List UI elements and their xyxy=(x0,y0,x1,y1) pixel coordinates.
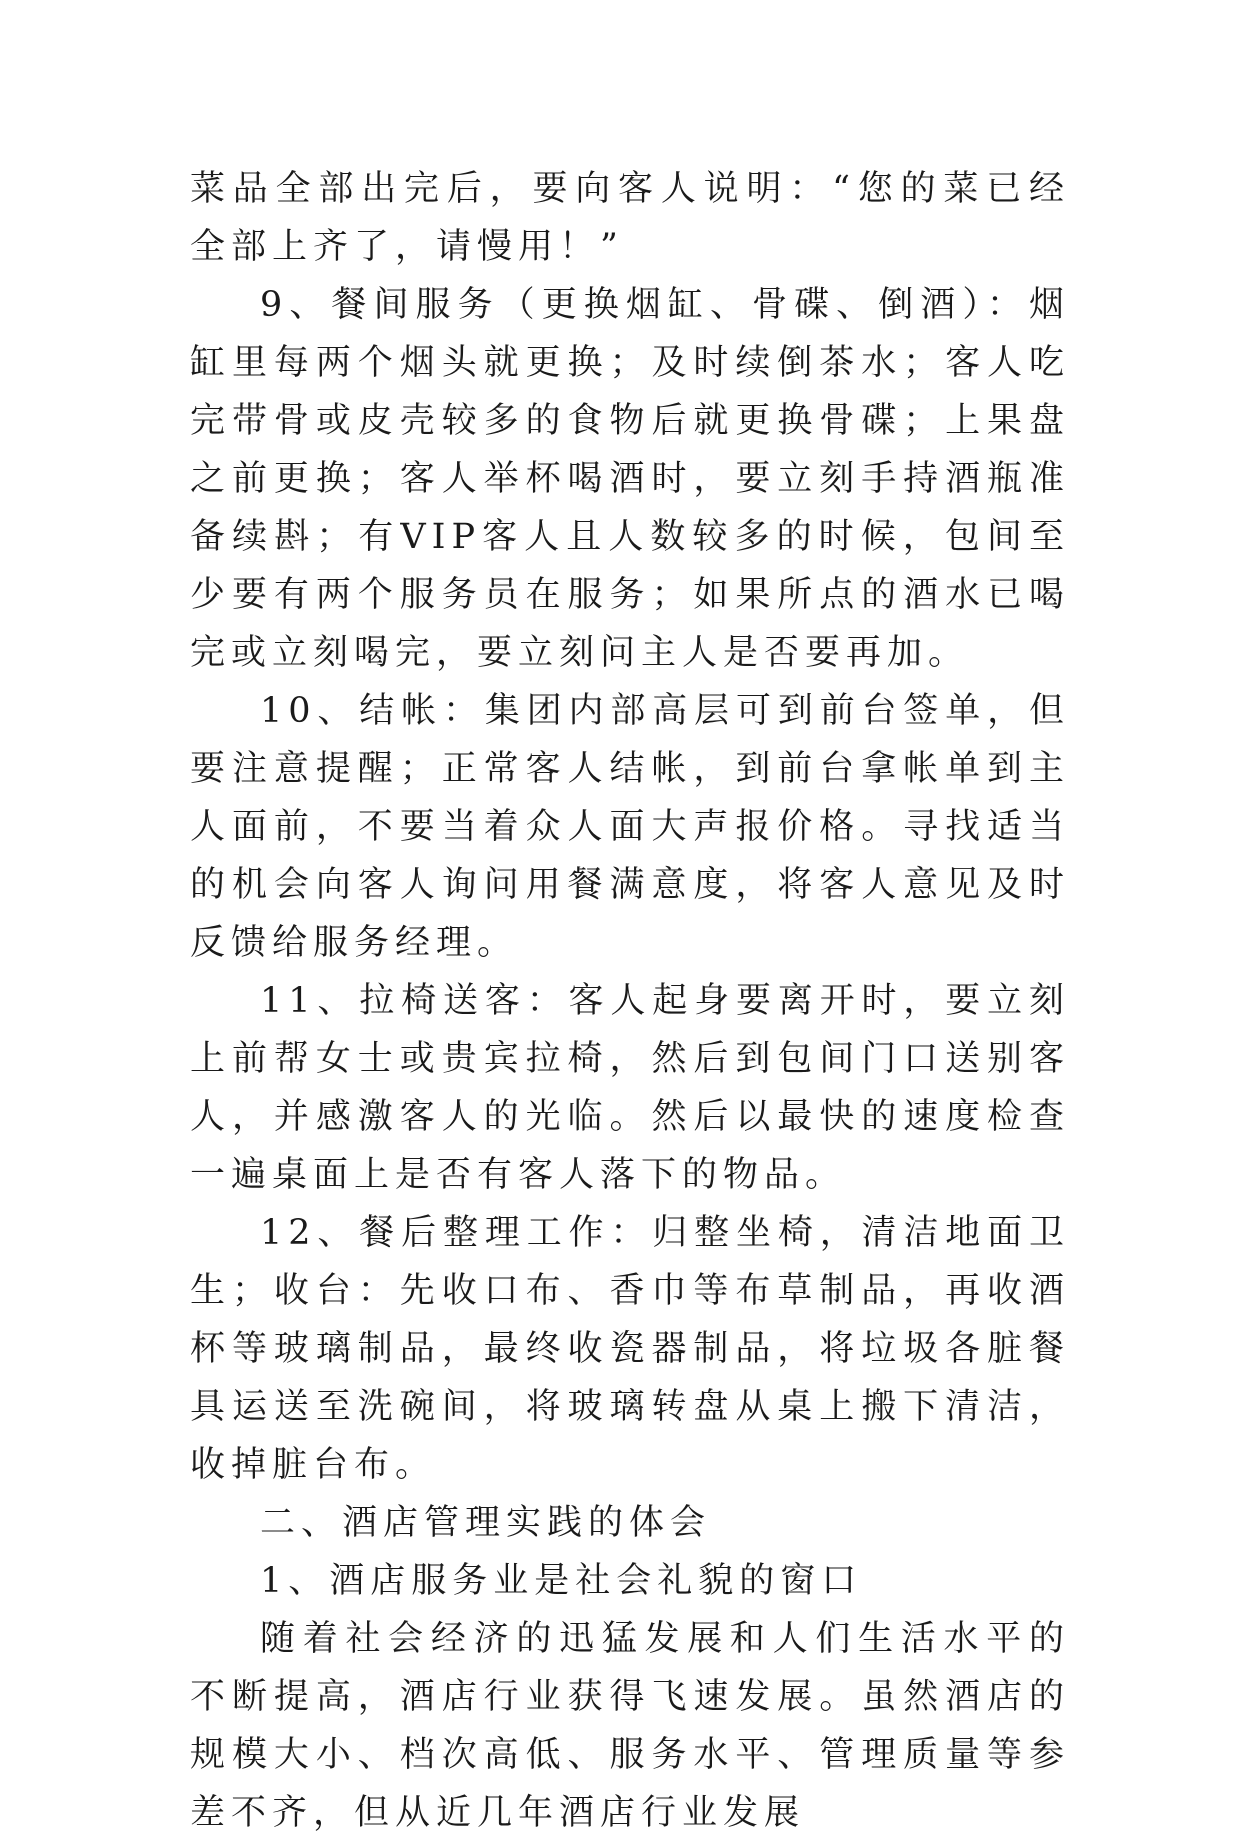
paragraph-item-11: 11、拉椅送客：客人起身要离开时，要立刻上前帮女士或贵宾拉椅，然后到包间门口送别客人，并感激客人的光临。然后以最快的速度检查一遍桌面上是否有客人落下的物品。 xyxy=(190,981,1070,1195)
paragraph-item-10: 10、结帐：集团内部高层可到前台签单，但要注意提醒；正常客人结帐，到前台拿帐单到主人面前，不要当着众人面大声报价格。寻找适当的机会向客人询问用餐满意度，将客人意见及时反馈给服务经理。 xyxy=(190,691,1070,963)
paragraph-continuation: 菜品全部出完后，要向客人说明：“您的菜已经全部上齐了，请慢用！” xyxy=(190,169,1070,267)
body-text xyxy=(190,160,1070,1842)
section-heading: 二、酒店管理实践的体会 xyxy=(260,1503,712,1543)
paragraph-item-9: 9、餐间服务（更换烟缸、骨碟、倒酒）：烟缸里每两个烟头就更换；及时续倒茶水；客人吃完带骨或皮壳较多的食物后就更换骨碟；上果盘之前更换；客人举杯喝酒时，要立刻手持酒瓶准备续斟；有VIP客人且人数较多的时候，包间至少要有两个服务员在服务；如果所点的酒水已喝完或立刻喝完，要立刻问主人是否要再加。 xyxy=(190,285,1070,673)
paragraph-body: 随着社会经济的迅猛发展和人们生活水平的不断提高，酒店行业获得飞速发展。虽然酒店的规模大小、档次高低、服务水平、管理质量等参差不齐，但从近几年酒店行业发展 xyxy=(190,1619,1070,1833)
subsection-heading: 1、酒店服务业是社会礼貌的窗口 xyxy=(260,1561,863,1601)
paragraph-item-12: 12、餐后整理工作：归整坐椅，清洁地面卫生；收台：先收口布、香巾等布草制品，再收酒杯等玻璃制品，最终收瓷器制品，将垃圾各脏餐具运送至洗碗间，将玻璃转盘从桌上搬下清洁，收掉脏台布。 xyxy=(190,1213,1070,1485)
